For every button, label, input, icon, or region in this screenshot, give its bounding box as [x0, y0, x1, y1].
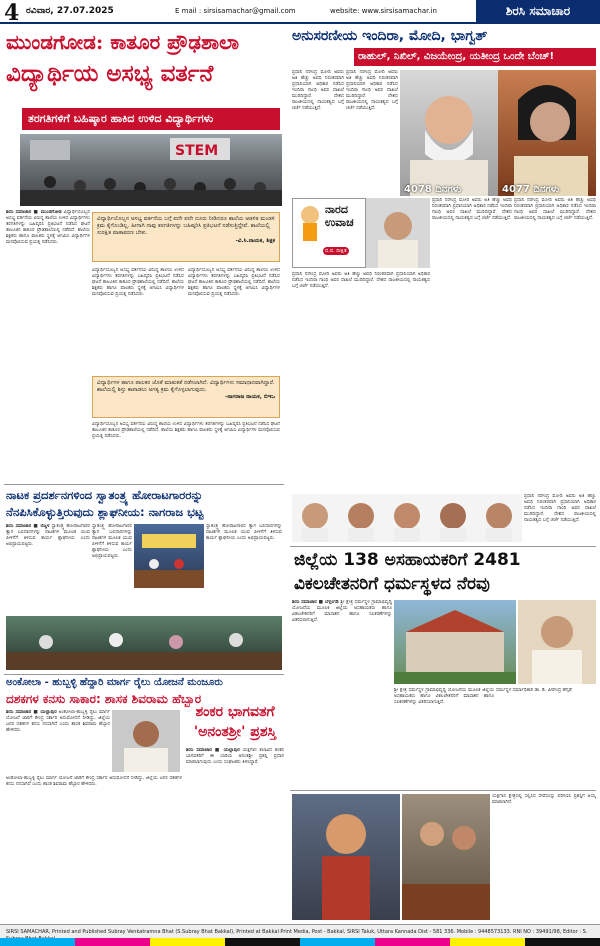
narada-column-byline: ದ.ಪ. ದೀಕ್ಷಿತ — [325, 248, 347, 254]
yakshagana-photo-drawing — [292, 794, 400, 920]
heggade-photo-drawing — [518, 600, 596, 684]
divider — [4, 484, 284, 485]
rahul-body-col1: ಪ್ರಧಾನಿ ನರೇಂದ್ರ ಮೋದಿ ಅವರು ಅತಿ ಹೆಚ್ಚು ಅವಧಿ ನಿರಂತರವಾಗಿ ಪ್ರಧಾನಿಯಾಗಿ ಅಧಿಕಾರ ನಡೆಸಿದ ಇಂದಿರಾ ಗಾಂಧಿ ಅವರ ದಾಖಲೆ ಮುರಿದಿದ್ದಾರೆ. ದೇಶದ ರಾಜಕೀಯದಲ್ಲಿ ನಾಯಕತ್ವದ ಬಗ್ಗೆ ಚರ್ಚೆ ನಡೆಯುತ್ತಿದೆ. — [292, 70, 344, 111]
shankar-body-text: ಯಕ್ಷಗಾನ ಕಲಾವಿದ ಶಂಕರ ಭಾಗವತರಿಗೆ ಈ ಬಾರಿಯ ಅನಂತಶ್ರೀ ಪ್ರಶಸ್ತಿ ಪ್ರದಾನ ಮಾಡಲಾಗುವುದು ಎಂದು ಸಂಘಟಕರು ತಿಳಿಸಿದ್ದಾರೆ. — [186, 748, 284, 765]
mundgod-body-tail: ವಿದ್ಯಾರ್ಥಿಯೊಬ್ಬನ ಅಸಭ್ಯ ವರ್ತನೆಯ ವಿರುದ್ಧ ಶಾಲೆಯ ಉಳಿದ ವಿದ್ಯಾರ್ಥಿಗಳು ತರಗತಿಗಳನ್ನು ಬಹಿಷ್ಕರಿಸಿ ಪ್ರತಿಭಟನೆ ನಡೆಸಿದ ಘಟನೆ ತಾಲೂಕಿನ ಕಾತೂರ ಪ್ರೌಢಶಾಲೆಯಲ್ಲಿ ನಡೆದಿದೆ. ಶಾಲೆಯ ಶಿಕ್ಷಕರು ಹಾಗೂ ಪಾಲಕರು ಸ್ಥಳಕ್ಕೆ ಆಗಮಿಸಿ ವಿದ್ಯಾರ್ಥಿಗಳ ಮನವೊಲಿಸುವ ಪ್ರಯತ್ನ ನಡೆಸಿದರು. — [92, 422, 280, 439]
drama-performance-photo — [6, 616, 282, 670]
mundgod-quote: ವಿದ್ಯಾರ್ಥಿಯೊಬ್ಬನ ಅಸಭ್ಯ ವರ್ತನೆಯ ಬಗ್ಗೆ ಪದೇ ಪದೇ ದೂರು ನೀಡಿದರೂ ಶಾಲೆಯ ಆಡಳಿತ ಮಂಡಳಿ ಕ್ರಮ ಕೈಗೊಂಡಿಲ್ಲ. ಹೀಗಾಗಿ ನಾವು ತರಗತಿಗಳನ್ನು ಬಹಿಷ್ಕರಿಸಿ ಪ್ರತಿಭಟನೆ ನಡೆಸುತ್ತಿದ್ದೇವೆ. ಶಾಲೆಯಲ್ಲಿ ಸುರಕ್ಷಿತ ವಾತಾವರಣ ಬೇಕು. — [97, 216, 275, 237]
leaders-photo-drawing — [292, 494, 522, 542]
dharmasthala-headline-2: ವಿಕಲಚೇತನರಿಗೆ ಧರ್ಮಸ್ಥಳದ ನೆರವು — [294, 574, 490, 594]
drama-headline-1: ನಾಟಕ ಪ್ರದರ್ಶನಗಳಿಂದ ಸ್ವಾತಂತ್ರ್ಯ ಹೋರಾಟಗಾರರನ್ನು — [6, 488, 203, 502]
mundgod-headline-2: ವಿದ್ಯಾರ್ಥಿಯ ಅಸಭ್ಯ ವರ್ತನೆ — [6, 60, 214, 87]
leaders-photo-strip — [292, 494, 522, 542]
shankar-headline-2: 'ಅನಂತಶ್ರೀ' ಪ್ರಶಸ್ತಿ — [193, 724, 277, 740]
ceremony-photo-drawing — [402, 794, 490, 920]
mundgod-quote-box — [92, 212, 280, 262]
classroom-photo — [20, 134, 282, 206]
drama-headline-2: ನೆನಪಿಸಿಕೊಳ್ಳುತ್ತಿರುವುದು ಶ್ಲಾಘನೀಯ: ನಾಗರಾಜ ಭಟ್ಟ — [6, 505, 204, 519]
beo-quote-author: -ನಾಗರಾಜ ನಾಯಕ, ಬಿಇಒ — [225, 394, 275, 401]
temple-photo-drawing — [394, 600, 516, 684]
mla-portrait-photo — [112, 710, 180, 772]
drama-body — [6, 524, 90, 616]
drama-body-col2: ಸ್ವಾತಂತ್ರ್ಯ ಹೋರಾಟಗಾರರ ತ್ಯಾಗ ಬಲಿದಾನಗಳನ್ನು ನಾಟಕಗಳ ಮೂಲಕ ಯುವ ಪೀಳಿಗೆಗೆ ತಿಳಿಸುವ ಕಾರ್ಯ ಶ್ಲಾಘನೀಯ ಎಂದು ಅಭಿಪ್ರಾಯಪಟ್ಟರು. — [92, 524, 132, 559]
railway-body-text: ಅಂಕೋಲಾ-ಹುಬ್ಬಳ್ಳಿ ರೈಲು ಮಾರ್ಗ ಯೋಜನೆ ಜಾರಿಗೆ ಕೇಂದ್ರ ಸರ್ಕಾರ ಅನುಮೋದನೆ ನೀಡಿದ್ದು, ಜಿಲ್ಲೆಯ ಜನರ ದಶಕಗಳ ಕನಸು ನನಸಾಗಿದೆ ಎಂದು ಶಾಸಕ ಶಿವರಾಮ ಹೆಬ್ಬಾರ ಹೇಳಿದರು. — [6, 710, 110, 733]
dharmasthala-side-note: ಧರ್ಮಸ್ಥಳ ಧರ್ಮಾಧಿಕಾರಿ ಡಾ. ಡಿ. ವೀರೇಂದ್ರ ಹೆಗ್ಗಡೆ — [496, 688, 572, 693]
website-link[interactable]: website: www.sirsisamachar.in — [330, 7, 437, 15]
bhagwat-photo — [366, 198, 430, 268]
ceremony-photo — [402, 794, 490, 920]
issue-date: ರವಿವಾರ, 27.07.2025 — [26, 6, 114, 16]
indira-days: 4077 ದಿನಗಳು — [502, 184, 560, 195]
modi-days: 4078 ದಿನಗಳು — [404, 184, 462, 195]
color-registration-strip — [0, 938, 600, 946]
mundgod-body-text: ವಿದ್ಯಾರ್ಥಿಯೊಬ್ಬನ ಅಸಭ್ಯ ವರ್ತನೆಯ ವಿರುದ್ಧ ಶಾಲೆಯ ಉಳಿದ ವಿದ್ಯಾರ್ಥಿಗಳು ತರಗತಿಗಳನ್ನು ಬಹಿಷ್ಕರಿಸಿ ಪ್ರತಿಭಟನೆ ನಡೆಸಿದ ಘಟನೆ ತಾಲೂಕಿನ ಕಾತೂರ ಪ್ರೌಢಶಾಲೆಯಲ್ಲಿ ನಡೆದಿದೆ. ಶಾಲೆಯ ಶಿಕ್ಷಕರು ಹಾಗೂ ಪಾಲಕರು ಸ್ಥಳಕ್ಕೆ ಆಗಮಿಸಿ ವಿದ್ಯಾರ್ಥಿಗಳ ಮನವೊಲಿಸುವ ಪ್ರಯತ್ನ ನಡೆಸಿದರು. — [6, 210, 90, 245]
rahul-headline: ಅನುಸರಣೀಯ ಇಂದಿರಾ, ಮೋದಿ, ಭಾಗ್ವತ್ — [292, 28, 488, 44]
stage-photo-drawing — [134, 524, 204, 588]
narada-column-title: ನಾರದ ಉವಾಚ — [325, 203, 354, 229]
dharmasthala-headline-1: ಜಿಲ್ಲೆಯ 138 ಅಸಹಾಯಕರಿಗೆ 2481 — [294, 550, 521, 570]
dharmasthala-body — [292, 600, 392, 786]
beo-quote-box — [92, 376, 280, 418]
performance-photo-drawing — [6, 616, 282, 670]
temple-photo — [394, 600, 516, 684]
railway-headline-1: ಅಂಕೋಲಾ - ಹುಬ್ಬಳ್ಳಿ ಹೆದ್ದಾರಿ ಮಾರ್ಗ ರೈಲು ಯೋಜನೆ ಮಂಜೂರು — [6, 677, 223, 688]
railway-dateline: ಶಿರಸಿ ಸಮಾಚಾರ ■ ಯಲ್ಲಾಪುರ — [6, 710, 57, 715]
mla-portrait-drawing — [112, 710, 180, 772]
dharmasthala-body-text: ಶ್ರೀ ಕ್ಷೇತ್ರ ಧರ್ಮಸ್ಥಳ ಗ್ರಾಮಾಭಿವೃದ್ಧಿ ಯೋಜನೆಯ ಮೂಲಕ ಜಿಲ್ಲೆಯ ಅಸಹಾಯಕರು ಹಾಗೂ ವಿಕಲಚೇತನರಿಗೆ ಮಾಸಾಶನ ಹಾಗೂ ಸಲಕರಣೆಗಳನ್ನು ವಿತರಿಸಲಾಗುತ್ತಿದೆ. — [292, 600, 392, 623]
shankar-body — [186, 748, 284, 920]
email-link[interactable]: E mail : sirsisamachar@gmail.com — [175, 7, 296, 15]
page-number: 4 — [4, 0, 20, 26]
shankar-side-body: ಯಕ್ಷಗಾನ ಕ್ಷೇತ್ರದಲ್ಲಿ ಸಲ್ಲಿಸಿದ ಸೇವೆಯನ್ನು ಪರಿಗಣಿಸಿ ಪ್ರಶಸ್ತಿಗೆ ಆಯ್ಕೆ ಮಾಡಲಾಗಿದೆ. — [492, 794, 596, 805]
railway-headline-2: ದಶಕಗಳ ಕನಸು ಸಾಕಾರ: ಶಾಸಕ ಶಿವರಾಮ ಹೆಬ್ಬಾರ — [6, 692, 202, 706]
dharmasthala-dateline: ಶಿರಸಿ ಸಮಾಚಾರ ■ ಬೆಳ್ತಂಗಡಿ — [292, 600, 339, 605]
rahul-body-col2: ಪ್ರಧಾನಿ ನರೇಂದ್ರ ಮೋದಿ ಅವರು ಅತಿ ಹೆಚ್ಚು ಅವಧಿ ನಿರಂತರವಾಗಿ ಪ್ರಧಾನಿಯಾಗಿ ಅಧಿಕಾರ ನಡೆಸಿದ ಇಂದಿರಾ ಗಾಂಧಿ ಅವರ ದಾಖಲೆ ಮುರಿದಿದ್ದಾರೆ. ದೇಶದ ರಾಜಕೀಯದಲ್ಲಿ ನಾಯಕತ್ವದ ಬಗ್ಗೆ ಚರ್ಚೆ ನಡೆಯುತ್ತಿದೆ. — [346, 70, 398, 111]
bhagwat-photo-drawing — [366, 198, 430, 268]
rahul-subbar: ರಾಹುಲ್, ನಿಖಿಲ್, ವಿಜಯೇಂದ್ರ, ಯತೀಂದ್ರ ಒಂದೇ ಬೆಂಚ್! — [354, 48, 596, 66]
rahul-sidebar: ಪ್ರಧಾನಿ ನರೇಂದ್ರ ಮೋದಿ ಅವರು ಅತಿ ಹೆಚ್ಚು ಅವಧಿ ನಿರಂತರವಾಗಿ ಪ್ರಧಾನಿಯಾಗಿ ಅಧಿಕಾರ ನಡೆಸಿದ ಇಂದಿರಾ ಗಾಂಧಿ ಅವರ ದಾಖಲೆ ಮುರಿದಿದ್ದಾರೆ. ದೇಶದ ರಾಜಕೀಯದಲ್ಲಿ ನಾಯಕತ್ವದ ಬಗ್ಗೆ ಚರ್ಚೆ ನಡೆಯುತ್ತಿದೆ. — [524, 494, 596, 523]
indira-photo-drawing — [498, 70, 596, 196]
mundgod-dateline: ಶಿರಸಿ ಸಮಾಚಾರ ■ ಮುಂಡಗೋಡ — [6, 210, 62, 215]
modi-photo — [400, 70, 498, 196]
drama-dateline: ಶಿರಸಿ ಸಮಾಚಾರ ■ ಬಿಜ್ಜಳ — [6, 524, 50, 529]
rahul-body-col3: ಪ್ರಧಾನಿ ನರೇಂದ್ರ ಮೋದಿ ಅವರು ಅತಿ ಹೆಚ್ಚು ಅವಧಿ ನಿರಂತರವಾಗಿ ಪ್ರಧಾನಿಯಾಗಿ ಅಧಿಕಾರ ನಡೆಸಿದ ಇಂದಿರಾ ಗಾಂಧಿ ಅವರ ದಾಖಲೆ ಮುರಿದಿದ್ದಾರೆ. ದೇಶದ ರಾಜಕೀಯದಲ್ಲಿ ನಾಯಕತ್ವದ ಬಗ್ಗೆ ಚರ್ಚೆ ನಡೆಯುತ್ತಿದೆ. — [432, 198, 512, 221]
divider — [4, 674, 284, 675]
railway-body-col2: ಅಂಕೋಲಾ-ಹುಬ್ಬಳ್ಳಿ ರೈಲು ಮಾರ್ಗ ಯೋಜನೆ ಜಾರಿಗೆ ಕೇಂದ್ರ ಸರ್ಕಾರ ಅನುಮೋದನೆ ನೀಡಿದ್ದು, ಜಿಲ್ಲೆಯ ಜನರ ದಶಕಗಳ ಕನಸು ನನಸಾಗಿದೆ ಎಂದು ಶಾಸಕ ಶಿವರಾಮ ಹೆಬ್ಬಾರ ಹೇಳಿದರು. — [6, 776, 182, 787]
narada-column-box — [292, 198, 366, 268]
mundgod-quote-author: -ವಿ.ಸಿ.ನಾಯಕ, ಶಿಕ್ಷಕ — [235, 237, 275, 244]
shankar-headline-1: ಶಂಕರ ಭಾಗವತಗೆ — [195, 704, 275, 720]
svg-text:STEM: STEM — [175, 143, 219, 159]
masthead: ಶಿರಸಿ ಸಮಾಚಾರ — [476, 0, 600, 22]
dharmasthala-body-col2: ಶ್ರೀ ಕ್ಷೇತ್ರ ಧರ್ಮಸ್ಥಳ ಗ್ರಾಮಾಭಿವೃದ್ಧಿ ಯೋಜನೆಯ ಮೂಲಕ ಜಿಲ್ಲೆಯ ಅಸಹಾಯಕರು ಹಾಗೂ ವಿಕಲಚೇತನರಿಗೆ ಮಾಸಾಶನ ಹಾಗೂ ಸಲಕರಣೆಗಳನ್ನು ವಿತರಿಸಲಾಗುತ್ತಿದೆ. — [394, 688, 494, 705]
mundgod-headline-1: ಮುಂಡಗೋಡ: ಕಾತೂರ ಪ್ರೌಢಶಾಲಾ — [6, 30, 240, 54]
shankar-dateline: ಶಿರಸಿ ಸಮಾಚಾರ ■ ಯಲ್ಲಾಪುರ — [186, 748, 240, 753]
footer-imprint-text: SIRSI SAMACHAR, Printed and Published Subray Venkatramna Bhat (S.Subray Bhat Bakkal), Printed at Bakkal Print Media, Post - Bakkal, SIRSI Taluk, Uttara Kannada Dist - 581 336. Mobile : 9448573133. RNI NO : 39491/98, Editor : S. — [6, 929, 588, 935]
divider — [290, 790, 596, 791]
mundgod-body-col2: ವಿದ್ಯಾರ್ಥಿಯೊಬ್ಬನ ಅಸಭ್ಯ ವರ್ತನೆಯ ವಿರುದ್ಧ ಶಾಲೆಯ ಉಳಿದ ವಿದ್ಯಾರ್ಥಿಗಳು ತರಗತಿಗಳನ್ನು ಬಹಿಷ್ಕರಿಸಿ ಪ್ರತಿಭಟನೆ ನಡೆಸಿದ ಘಟನೆ ತಾಲೂಕಿನ ಕಾತೂರ ಪ್ರೌಢಶಾಲೆಯಲ್ಲಿ ನಡೆದಿದೆ. ಶಾಲೆಯ ಶಿಕ್ಷಕರು ಹಾಗೂ ಪಾಲಕರು ಸ್ಥಳಕ್ಕೆ ಆಗಮಿಸಿ ವಿದ್ಯಾರ್ಥಿಗಳ ಮನವೊಲಿಸುವ ಪ್ರಯತ್ನ ನಡೆಸಿದರು. — [92, 268, 184, 297]
rahul-body-col5: ಪ್ರಧಾನಿ ನರೇಂದ್ರ ಮೋದಿ ಅವರು ಅತಿ ಹೆಚ್ಚು ಅವಧಿ ನಿರಂತರವಾಗಿ ಪ್ರಧಾನಿಯಾಗಿ ಅಧಿಕಾರ ನಡೆಸಿದ ಇಂದಿರಾ ಗಾಂಧಿ ಅವರ ದಾಖಲೆ ಮುರಿದಿದ್ದಾರೆ. ದೇಶದ ರಾಜಕೀಯದಲ್ಲಿ ನಾಯಕತ್ವದ ಬಗ್ಗೆ ಚರ್ಚೆ ನಡೆಯುತ್ತಿದೆ. — [292, 272, 430, 289]
stage-photo — [134, 524, 204, 588]
railway-body — [6, 710, 110, 772]
divider — [290, 546, 596, 547]
beo-quote: ವಿದ್ಯಾರ್ಥಿಗಳ ಹಾಗೂ ಪಾಲಕರ ಜೊತೆ ಮಾತುಕತೆ ನಡೆಸಲಾಗಿದೆ. ವಿದ್ಯಾರ್ಥಿಗಳು ಸಮಾಧಾನವಾಗಿದ್ದಾರೆ. ಶಾಲೆಯಲ್ಲಿ ಶಿಸ್ತು ಕಾಪಾಡಲು ಅಗತ್ಯ ಕ್ರಮ ಕೈಗೊಳ್ಳಲಾಗುವುದು. — [97, 380, 275, 394]
drama-body-col3: ಸ್ವಾತಂತ್ರ್ಯ ಹೋರಾಟಗಾರರ ತ್ಯಾಗ ಬಲಿದಾನಗಳನ್ನು ನಾಟಕಗಳ ಮೂಲಕ ಯುವ ಪೀಳಿಗೆಗೆ ತಿಳಿಸುವ ಕಾರ್ಯ ಶ್ಲಾಘನೀಯ ಎಂದು ಅಭಿಪ್ರಾಯಪಟ್ಟರು. — [206, 524, 282, 541]
indira-photo — [498, 70, 596, 196]
narada-cartoon-icon — [295, 203, 325, 243]
mundgod-subhead: ತರಗತಿಗಳಿಗೆ ಬಹಿಷ್ಕಾರ ಹಾಕಿದ ಉಳಿದ ವಿದ್ಯಾರ್ಥಿಗಳು — [22, 108, 280, 130]
rahul-body-col4: ಪ್ರಧಾನಿ ನರೇಂದ್ರ ಮೋದಿ ಅವರು ಅತಿ ಹೆಚ್ಚು ಅವಧಿ ನಿರಂತರವಾಗಿ ಪ್ರಧಾನಿಯಾಗಿ ಅಧಿಕಾರ ನಡೆಸಿದ ಇಂದಿರಾ ಗಾಂಧಿ ಅವರ ದಾಖಲೆ ಮುರಿದಿದ್ದಾರೆ. ದೇಶದ ರಾಜಕೀಯದಲ್ಲಿ ನಾಯಕತ್ವದ ಬಗ್ಗೆ ಚರ್ಚೆ ನಡೆಯುತ್ತಿದೆ. — [514, 198, 596, 221]
modi-photo-drawing — [400, 70, 498, 196]
classroom-photo-drawing — [20, 134, 282, 206]
heggade-photo — [518, 600, 596, 684]
yakshagana-photo — [292, 794, 400, 920]
mundgod-body-col3: ವಿದ್ಯಾರ್ಥಿಯೊಬ್ಬನ ಅಸಭ್ಯ ವರ್ತನೆಯ ವಿರುದ್ಧ ಶಾಲೆಯ ಉಳಿದ ವಿದ್ಯಾರ್ಥಿಗಳು ತರಗತಿಗಳನ್ನು ಬಹಿಷ್ಕರಿಸಿ ಪ್ರತಿಭಟನೆ ನಡೆಸಿದ ಘಟನೆ ತಾಲೂಕಿನ ಕಾತೂರ ಪ್ರೌಢಶಾಲೆಯಲ್ಲಿ ನಡೆದಿದೆ. ಶಾಲೆಯ ಶಿಕ್ಷಕರು ಹಾಗೂ ಪಾಲಕರು ಸ್ಥಳಕ್ಕೆ ಆಗಮಿಸಿ ವಿದ್ಯಾರ್ಥಿಗಳ ಮನವೊಲಿಸುವ ಪ್ರಯತ್ನ ನಡೆಸಿದರು. — [188, 268, 280, 297]
drama-body-text: ಸ್ವಾತಂತ್ರ್ಯ ಹೋರಾಟಗಾರರ ತ್ಯಾಗ ಬಲಿದಾನಗಳನ್ನು ನಾಟಕಗಳ ಮೂಲಕ ಯುವ ಪೀಳಿಗೆಗೆ ತಿಳಿಸುವ ಕಾರ್ಯ ಶ್ಲಾಘನೀಯ ಎಂದು ಅಭಿಪ್ರಾಯಪಟ್ಟರು. — [6, 524, 90, 547]
mundgod-body — [6, 210, 90, 476]
